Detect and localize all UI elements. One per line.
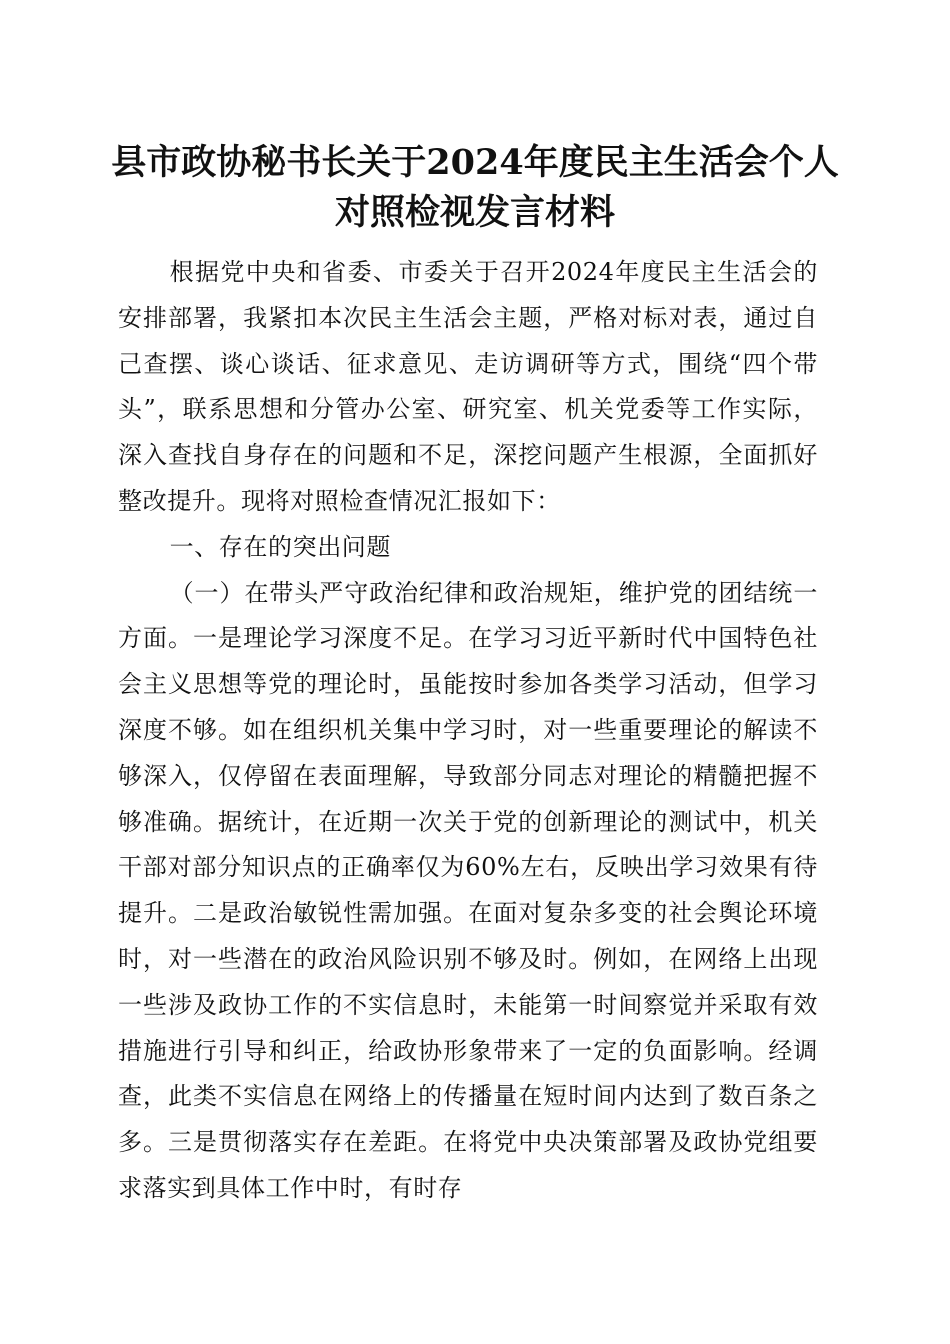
document-body <box>118 250 818 1212</box>
section-heading: 一、存在的突出问题 <box>169 532 391 561</box>
document-title: 县市政协秘书长关于2024年度民主生活会个人对照检视发言材料 <box>111 142 839 233</box>
intro-paragraph: 根据党中央和省委、市委关于召开2024年度民主生活会的安排部署，我紧扣本次民主生活会主题，严格对标对表，通过自己查摆、谈心谈话、征求意见、走访调研等方式，围绕“四个带头”，联系思想和分管办公室、研究室、机关党委等工作实际，深入查找自身存在的问题和不足，深挖问题产生根源，全面抓好整改提升。现将对照检查情况汇报如下： <box>118 258 818 515</box>
body-paragraph: （一）在带头严守政治纪律和政治规矩，维护党的团结统一方面。一是理论学习深度不足。在学习习近平新时代中国特色社会主义思想等党的理论时，虽能按时参加各类学习活动，但学习深度不够。如在组织机关集中学习时，对一些重要理论的解读不够深入，仅停留在表面理解，导致部分同志对理论的精髓把握不够准确。据统计，在近期一次关于党的创新理论的测试中，机关干部对部分知识点的正确率仅为60%左右，反映出学习效果有待提升。二是政治敏锐性需加强。在面对复杂多变的社会舆论环境时，对一些潜在的政治风险识别不够及时。例如，在网络上出现一些涉及政协工作的不实信息时，未能第一时间察觉并采取有效措施进行引导和纠正，给政协形象带来了一定的负面影响。经调查，此类不实信息在网络上的传播量在短时间内达到了数百条之多。三是贯彻落实存在差距。在将党中央决策部署及政协党组要求落实到具体工作中时，有时存 <box>118 578 818 1202</box>
